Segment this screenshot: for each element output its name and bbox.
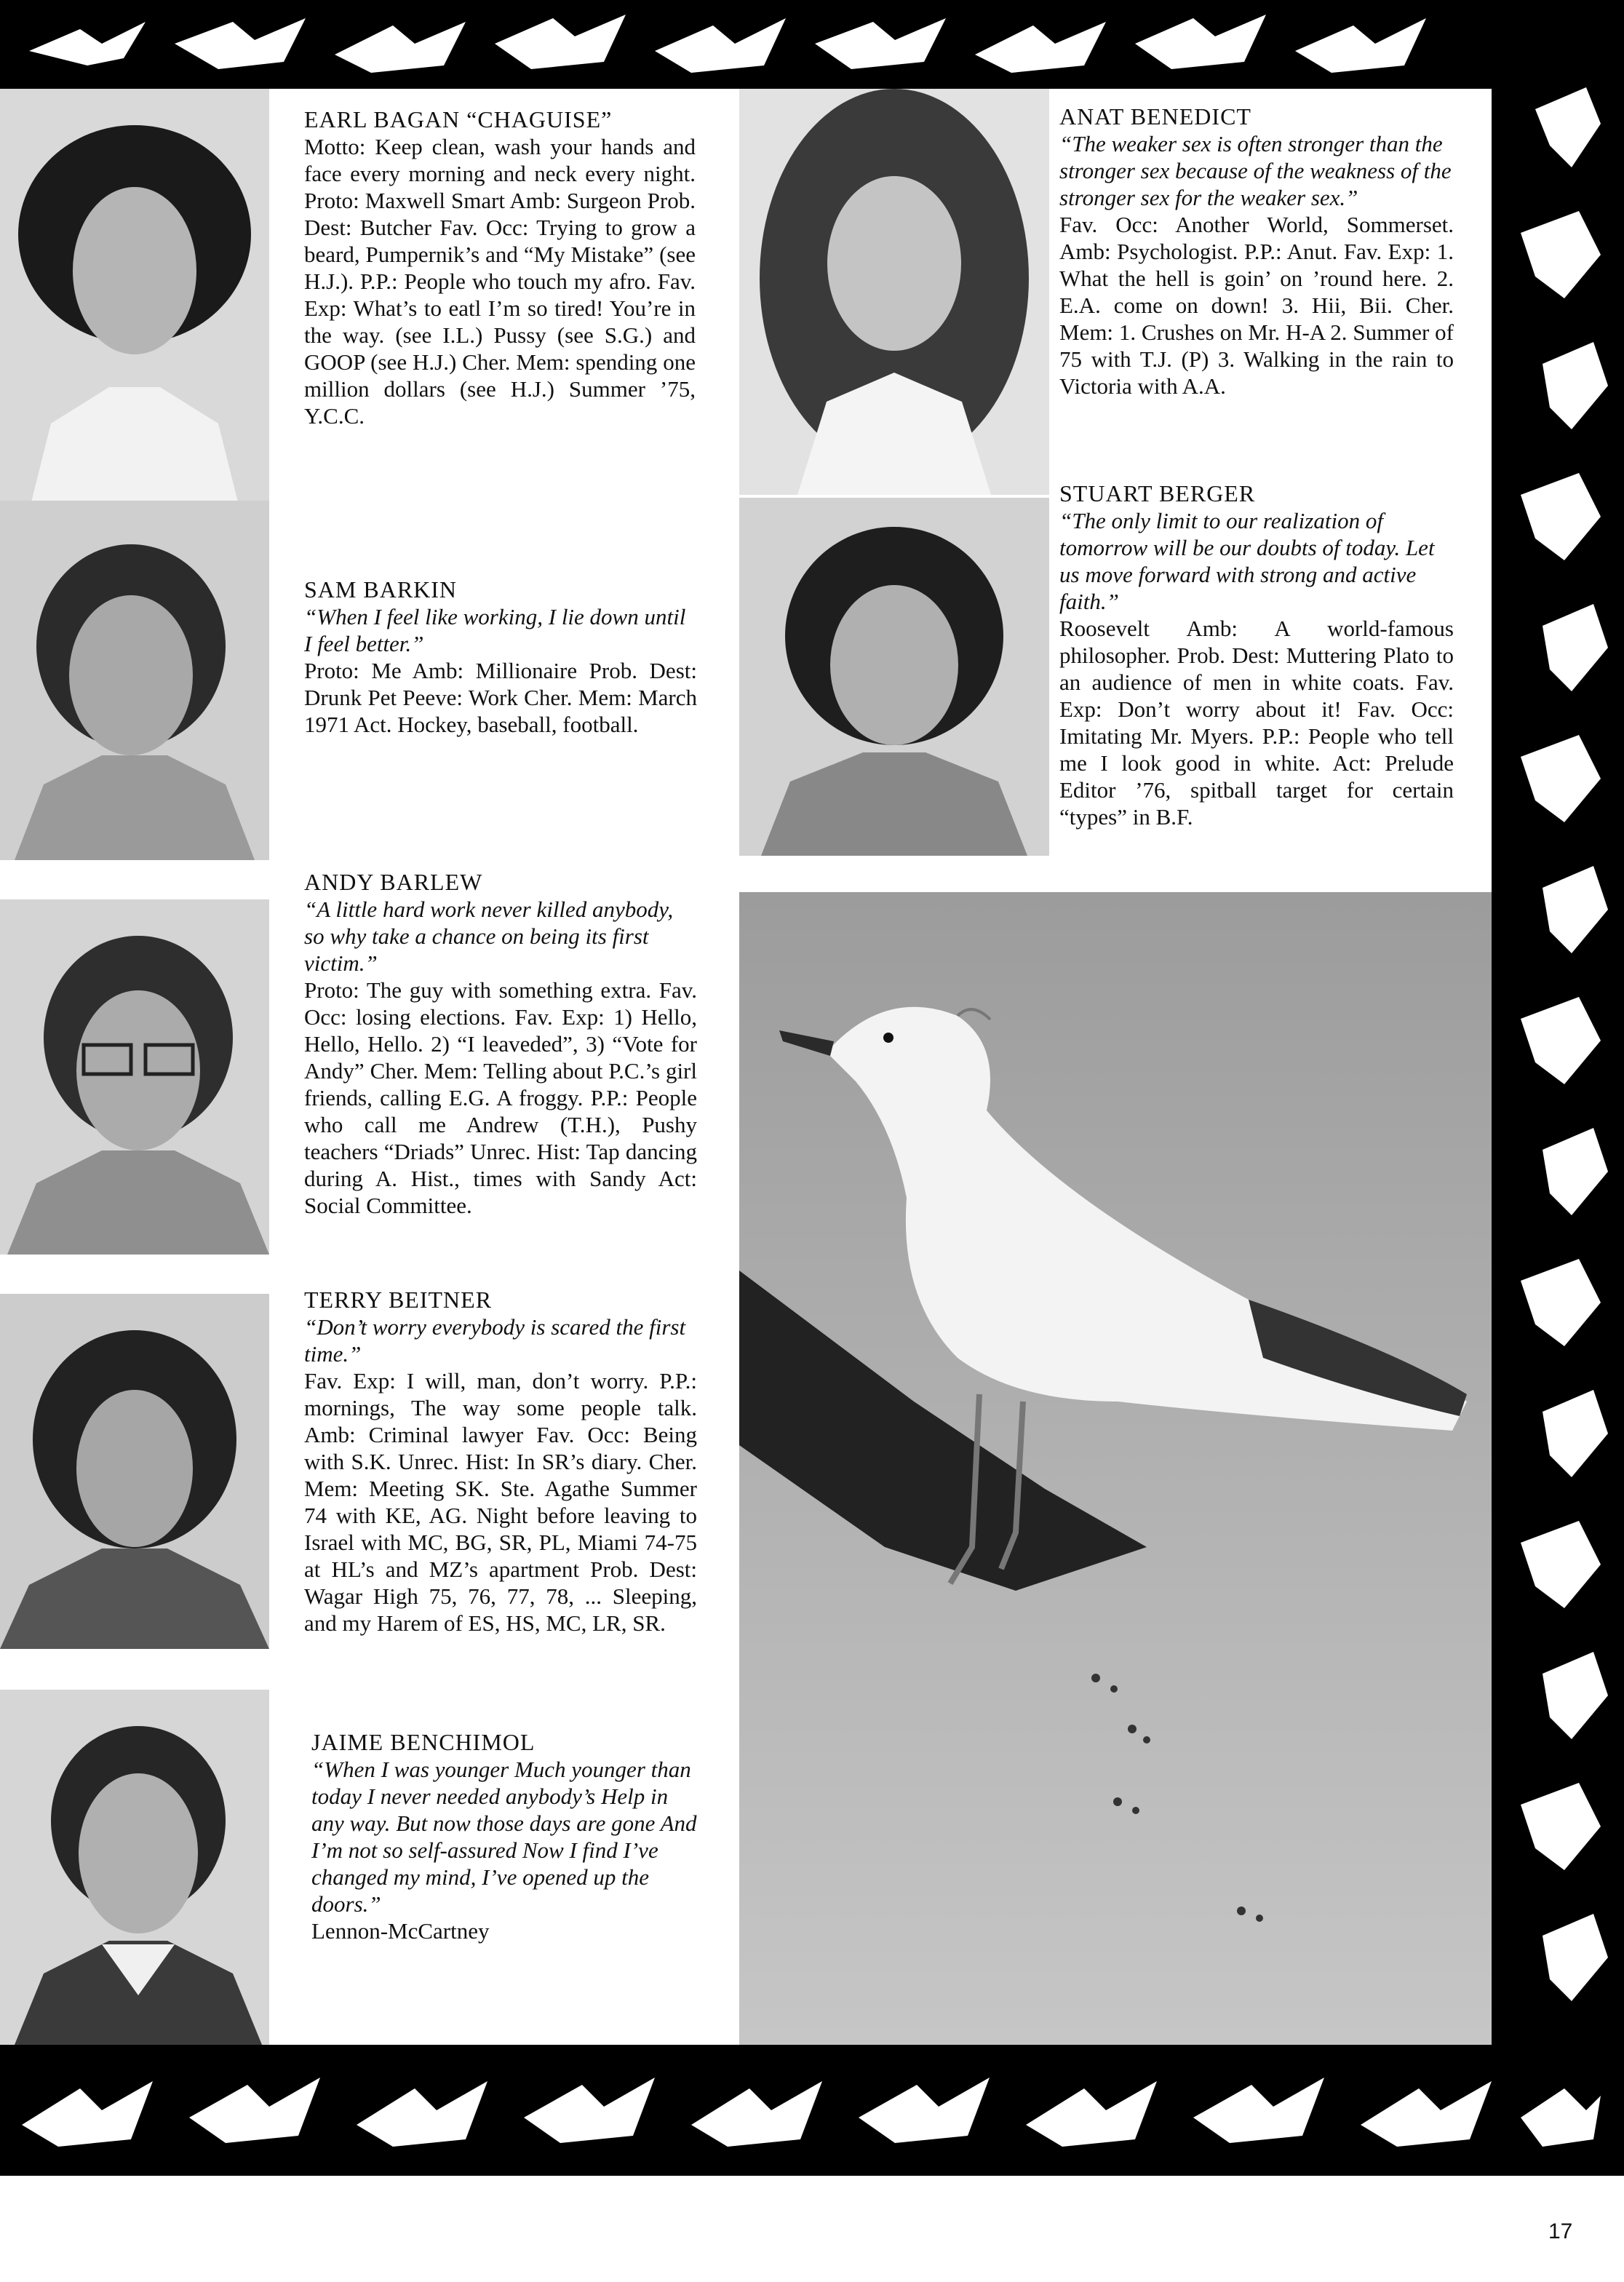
student-name: ANDY BARLEW: [304, 869, 483, 895]
student-name: SAM BARKIN: [304, 576, 458, 603]
student-bio: Proto: The guy with something extra. Fav. Occ: losing elections. Fav. Exp: 1) Hello, Hello, Hello. 2) “I leaveded”, 3) “Vote for Andy” Cher. Mem: Telling about P.C.’s girl friends, calling E.G. A froggy. P.P.: People who call me Andrew (T.H.), Pushy teachers “Driads” Unrec. Hist: Tap dancing during A. Hist., times with Sandy Act: Social Committee.: [304, 977, 697, 1218]
entry-sam-barkin: [304, 576, 697, 738]
flying-birds-pattern-bottom: [0, 2045, 1624, 2176]
student-quote: “When I feel like working, I lie down until I feel better.”: [304, 604, 686, 656]
student-bio: Proto: Me Amb: Millionaire Prob. Dest: Drunk Pet Peeve: Work Cher. Mem: March 1971 Act. Hockey, baseball, football.: [304, 658, 697, 737]
entry-anat-benedict: [1059, 103, 1454, 399]
portrait-jaime-benchimol: [0, 1690, 269, 2045]
student-bio: Fav. Exp: I will, man, don’t worry. P.P.: mornings, The way some people talk. Amb: Criminal lawyer Fav. Occ: Being with S.K. Unrec. Hist: In SR’s diary. Cher. Mem: Meeting SK. Ste. Agathe Summer 74 with KE, AG. Night before leaving to Israel with MC, BG, SR, PL, Miami 74-75 at HL’s and MZ’s apartment Prob. Dest: Wagar High 75, 76, 77, 78, ... Sleeping, and my Harem of ES, HS, MC, LR, SR.: [304, 1368, 697, 1636]
student-name: TERRY BEITNER: [304, 1287, 493, 1313]
seagull-photo: [739, 892, 1492, 2045]
student-bio: Fav. Occ: Another World, Sommerset. Amb: Psychologist. P.P.: Anut. Fav. Exp: 1. What the hell is goin’ on ’round here. 2. E.A. come on down! 3. Hii, Bii. Cher. Mem: 1. Crushes on Mr. H-A 2. Summer of 75 with T.J. (P) 3. Walking in the rain to Victoria with A.A.: [1059, 212, 1454, 399]
student-quote: “The weaker sex is often stronger than the stronger sex because of the weakness of the stronger sex for the weaker sex.”: [1059, 131, 1452, 210]
portrait-anat-benedict: [739, 89, 1049, 495]
entry-earl-bagan: [304, 106, 696, 429]
portrait-sam-barkin: [0, 501, 269, 860]
decorative-border-bottom: [0, 2045, 1624, 2176]
page-number: 17: [1548, 2219, 1573, 2243]
student-quote: “The only limit to our realization of tomorrow will be our doubts of today. Let us move forward with strong and active faith.”: [1059, 508, 1435, 614]
flying-birds-pattern-right: [1492, 0, 1624, 2176]
portrait-earl-bagan: [0, 89, 269, 511]
entry-andy-barlew: [304, 869, 697, 1219]
student-bio: Lennon-McCartney: [311, 1918, 490, 1944]
student-quote: “Don’t worry everybody is scared the first time.”: [304, 1314, 686, 1367]
portrait-terry-beitner: [0, 1294, 269, 1649]
student-bio: Roosevelt Amb: A world-famous philosopher. Prob. Dest: Muttering Plato to an audience of men in white coats. Fav. Exp: Don’t worry about it! Fav. Occ: Imitating Mr. Myers. P.P.: People who tell me I look good in white. Act: Prelude Editor ’76, spitball target for certain “types” in B.F.: [1059, 616, 1454, 830]
student-quote: “A little hard work never killed anybody, so why take a chance on being its first victim.”: [304, 896, 674, 976]
student-quote: “When I was younger Much younger than today I never needed anybody’s Help in any way. But now those days are gone And I’m not so self-assured Now I find I’ve changed my mind, I’ve opened up the doors.”: [311, 1757, 697, 1917]
entry-stuart-berger: [1059, 480, 1454, 830]
student-name: JAIME BENCHIMOL: [311, 1729, 536, 1755]
decorative-border-top: [0, 0, 1624, 89]
student-bio: Motto: Keep clean, wash your hands and face every morning and neck every night. Proto: Maxwell Smart Amb: Surgeon Prob. Dest: Butcher Fav. Occ: Trying to grow a beard, Pumpernik’s and “My Mistake” (see H.J.). P.P.: People who touch my afro. Fav. Exp: What’s to eatl I’m so tired! You’re in the way. (see I.L.) Pussy (see S.G.) and GOOP (see H.J.) Cher. Mem: spending one million dollars (see H.J.) Summer ’75, Y.C.C.: [304, 134, 696, 429]
portrait-stuart-berger: [739, 498, 1049, 856]
decorative-border-right: [1492, 0, 1624, 2176]
entry-jaime-benchimol: [311, 1729, 704, 1944]
student-name: ANAT BENEDICT: [1059, 103, 1251, 130]
student-name: EARL BAGAN “CHAGUISE”: [304, 106, 613, 132]
flying-birds-pattern-top: [0, 0, 1624, 89]
student-name: STUART BERGER: [1059, 480, 1256, 506]
entry-terry-beitner: [304, 1287, 697, 1637]
portrait-andy-barlew: [0, 899, 269, 1255]
